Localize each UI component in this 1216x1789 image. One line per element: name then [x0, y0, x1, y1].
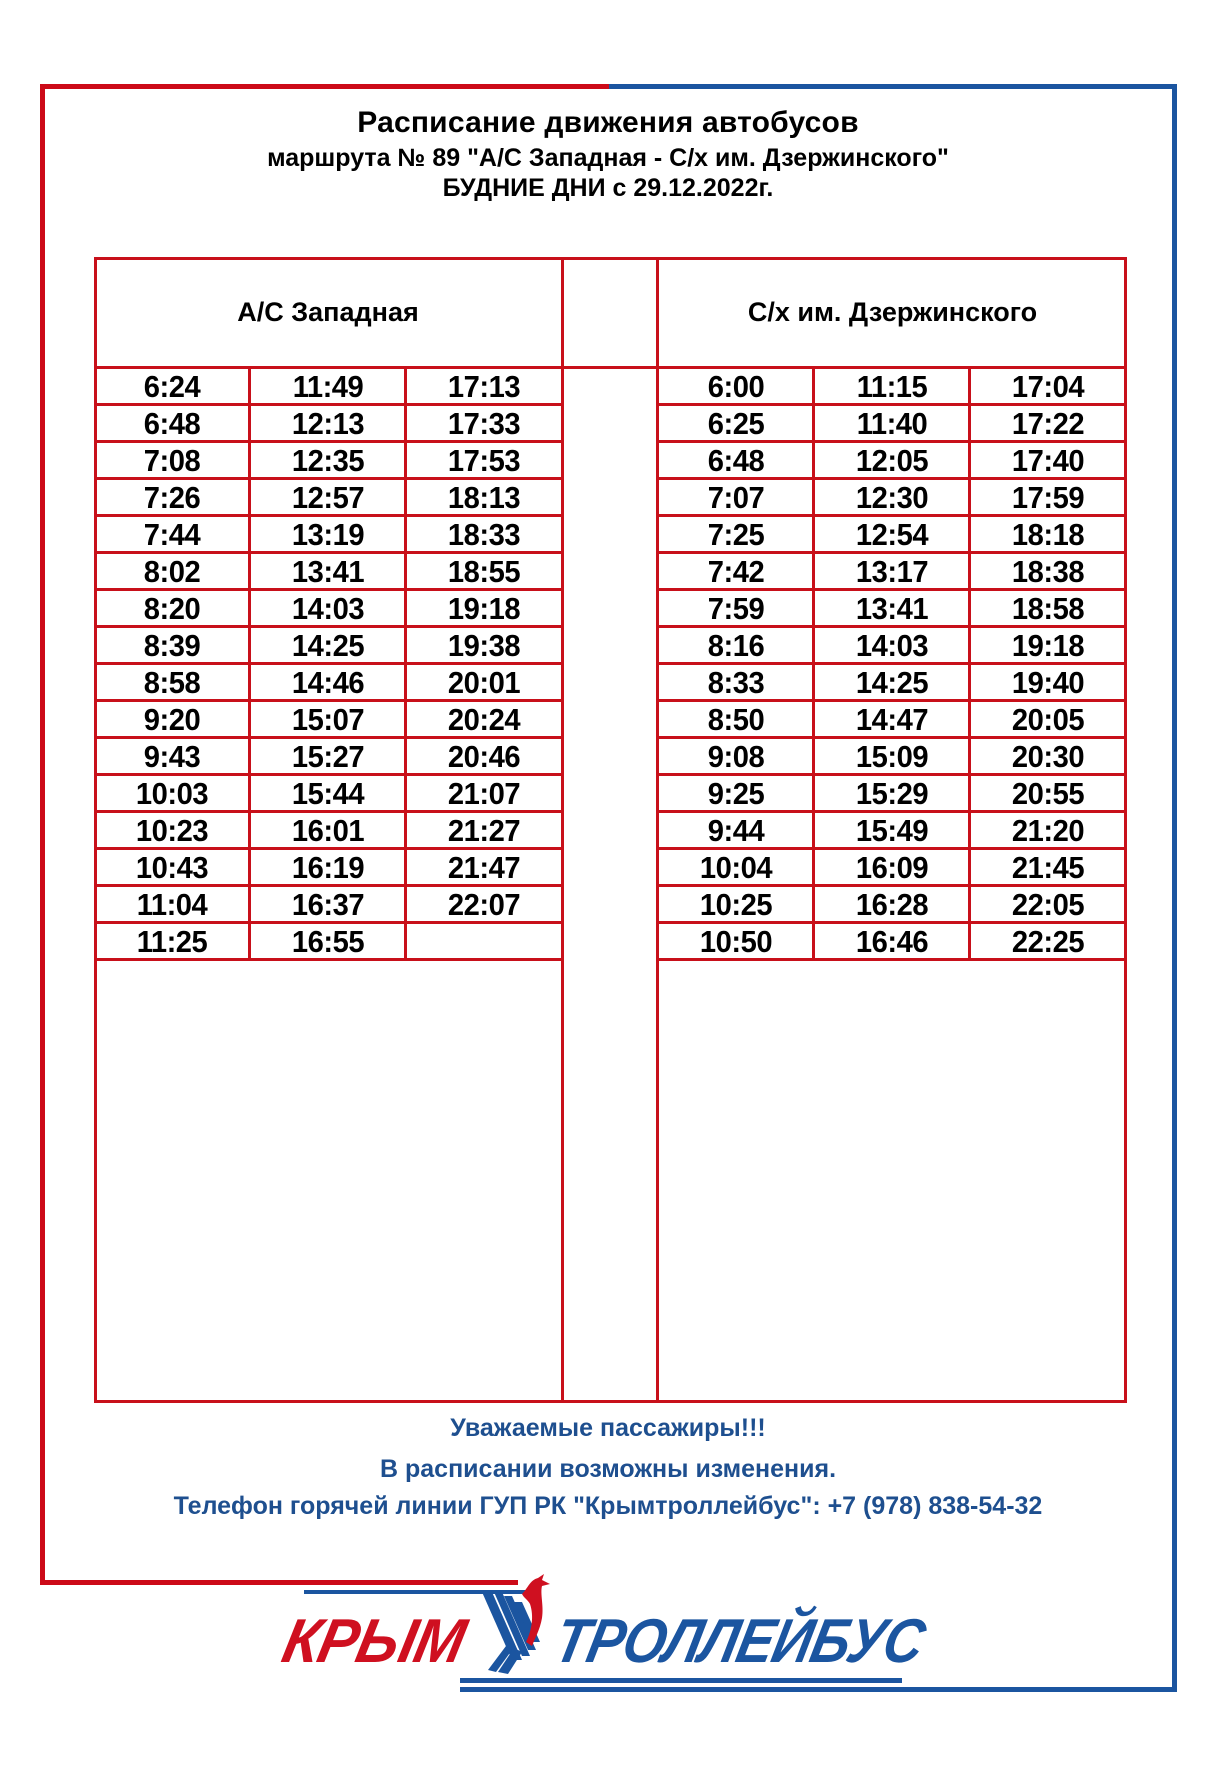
- departure-time-cell: 18:33: [447, 516, 521, 552]
- departure-time-cell: 18:58: [1011, 590, 1085, 626]
- departure-time-cell: 14:03: [855, 627, 929, 663]
- departure-time-cell: 11:04: [136, 886, 208, 922]
- departure-time-cell: 8:58: [143, 664, 201, 700]
- departure-time-cell: 6:25: [707, 405, 765, 441]
- departure-time-cell: 8:33: [707, 664, 765, 700]
- departure-time-cell: 18:38: [1011, 553, 1085, 589]
- departure-time-cell: 9:08: [707, 738, 765, 774]
- departure-time-cell: 7:07: [707, 479, 765, 515]
- departure-time-cell: 20:05: [1011, 701, 1085, 737]
- departure-time-cell: 7:42: [707, 553, 765, 589]
- departure-time-cell: 16:28: [855, 886, 929, 922]
- departure-time-cell: 12:05: [855, 442, 929, 478]
- departure-time-cell: 18:55: [447, 553, 521, 589]
- departure-time-cell: 10:25: [699, 886, 773, 922]
- departure-time-cell: 17:40: [1011, 442, 1085, 478]
- departure-time-cell: 19:18: [447, 590, 521, 626]
- departure-time-cell: 14:47: [855, 701, 929, 737]
- departure-time-cell: 10:04: [699, 849, 773, 885]
- departure-time-cell: 13:41: [291, 553, 365, 589]
- departure-time-cell: 22:07: [447, 886, 521, 922]
- gap-right-border: [656, 257, 659, 1403]
- gap-left-border: [561, 257, 564, 1403]
- departure-time-cell: 7:26: [143, 479, 201, 515]
- departure-time-cell: 15:29: [855, 775, 929, 811]
- departure-time-cell: 6:24: [143, 368, 201, 404]
- departure-time-cell: 17:53: [447, 442, 521, 478]
- departure-time-cell: 17:33: [447, 405, 521, 441]
- departure-time-cell: 13:19: [291, 516, 365, 552]
- right-stop-header: С/х им. Дзержинского: [747, 297, 1038, 327]
- departure-time-cell: 6:00: [707, 368, 765, 404]
- departure-time-cell: 9:20: [143, 701, 201, 737]
- departure-time-cell: 11:49: [292, 368, 364, 404]
- route-subtitle: маршрута № 89 "А/С Западная - С/х им. Дзержинского": [267, 144, 949, 172]
- departure-time-cell: 8:39: [143, 627, 201, 663]
- departure-time-cell: 7:08: [143, 442, 201, 478]
- departure-time-cell: 12:13: [291, 405, 365, 441]
- departure-time-cell: 19:40: [1011, 664, 1085, 700]
- departure-time-cell: 15:07: [291, 701, 365, 737]
- departure-time-cell: 14:46: [291, 664, 365, 700]
- departure-time-cell: 16:37: [291, 886, 365, 922]
- departure-time-cell: 21:27: [447, 812, 521, 848]
- departure-time-cell: 18:13: [447, 479, 521, 515]
- frame-bottom-blue: [460, 1687, 1177, 1692]
- departure-time-cell: 19:18: [1011, 627, 1085, 663]
- departure-time-cell: 10:50: [699, 923, 773, 959]
- departure-time-cell: 16:46: [855, 923, 929, 959]
- hotline-phone: Телефон горячей линии ГУП РК "Крымтроллейбус": +7 (978) 838-54-32: [173, 1492, 1043, 1520]
- departure-time-cell: 12:35: [291, 442, 365, 478]
- departure-time-cell: 7:44: [143, 516, 201, 552]
- departure-time-cell: 11:25: [136, 923, 208, 959]
- validity-subtitle: БУДНИЕ ДНИ с 29.12.2022г.: [442, 174, 774, 202]
- departure-time-cell: 19:38: [447, 627, 521, 663]
- logo-word-krym: КРЫМ: [276, 1607, 472, 1676]
- departure-time-cell: 15:49: [855, 812, 929, 848]
- departure-time-cell: 6:48: [707, 442, 765, 478]
- departure-time-cell: 21:45: [1011, 849, 1085, 885]
- departure-time-cell: 10:03: [135, 775, 209, 811]
- departure-time-cell: 14:03: [291, 590, 365, 626]
- departure-time-cell: 22:05: [1011, 886, 1085, 922]
- departure-time-cell: 12:57: [291, 479, 365, 515]
- departure-time-cell: 16:01: [291, 812, 365, 848]
- departure-time-cell: 17:04: [1011, 368, 1085, 404]
- frame-top-red: [40, 84, 610, 89]
- departure-time-cell: 21:47: [447, 849, 521, 885]
- departure-time-cell: 15:27: [291, 738, 365, 774]
- departure-time-cell: 7:59: [707, 590, 765, 626]
- page-title: Расписание движения автобусов: [357, 106, 859, 139]
- griffin-emblem-icon: [478, 1572, 558, 1678]
- logo-word-trolleybus: ТРОЛЛЕЙБУС: [548, 1607, 931, 1676]
- departure-time-cell: [411, 923, 558, 960]
- departure-time-cell: 17:13: [447, 368, 521, 404]
- departure-time-cell: 11:15: [856, 368, 928, 404]
- departure-time-cell: 14:25: [291, 627, 365, 663]
- departure-time-cell: 15:44: [291, 775, 365, 811]
- departure-time-cell: 9:25: [707, 775, 765, 811]
- departure-time-cell: 16:19: [291, 849, 365, 885]
- departure-time-cell: 13:41: [855, 590, 929, 626]
- frame-bottom-red: [40, 1580, 518, 1585]
- departure-time-cell: 13:17: [855, 553, 929, 589]
- departure-time-cell: 16:09: [855, 849, 929, 885]
- frame-right-blue: [1172, 84, 1177, 1692]
- departure-time-cell: 9:43: [143, 738, 201, 774]
- departure-time-cell: 10:23: [135, 812, 209, 848]
- departure-time-cell: 8:20: [143, 590, 201, 626]
- departure-time-cell: 6:48: [143, 405, 201, 441]
- departure-time-cell: 21:07: [447, 775, 521, 811]
- departure-time-cell: 18:18: [1011, 516, 1085, 552]
- departure-time-cell: 20:46: [447, 738, 521, 774]
- departure-time-cell: 8:16: [707, 627, 765, 663]
- departure-time-cell: 17:59: [1011, 479, 1085, 515]
- frame-left-red: [40, 84, 45, 1585]
- departure-time-cell: 11:40: [856, 405, 928, 441]
- departure-time-cell: 10:43: [135, 849, 209, 885]
- departure-time-cell: 21:20: [1011, 812, 1085, 848]
- passenger-greeting: Уважаемые пассажиры!!!: [450, 1414, 766, 1442]
- logo-bottom-blue-stripe: [460, 1678, 902, 1683]
- departure-time-cell: 20:01: [447, 664, 521, 700]
- departure-time-cell: 12:30: [855, 479, 929, 515]
- departure-time-cell: 14:25: [855, 664, 929, 700]
- schedule-change-notice: В расписании возможны изменения.: [379, 1455, 837, 1483]
- departure-time-cell: 20:55: [1011, 775, 1085, 811]
- departure-time-cell: 20:30: [1011, 738, 1085, 774]
- departure-time-cell: 12:54: [855, 516, 929, 552]
- departure-time-cell: 9:44: [707, 812, 765, 848]
- departure-time-cell: 8:50: [707, 701, 765, 737]
- departure-time-cell: 15:09: [855, 738, 929, 774]
- left-stop-header: А/С Западная: [237, 297, 419, 327]
- departure-time-cell: 8:02: [143, 553, 201, 589]
- departure-time-cell: 22:25: [1011, 923, 1085, 959]
- departure-time-cell: 16:55: [291, 923, 365, 959]
- departure-time-cell: 17:22: [1011, 405, 1085, 441]
- departure-time-cell: 20:24: [447, 701, 521, 737]
- frame-top-blue: [609, 84, 1177, 89]
- departure-time-cell: 7:25: [707, 516, 765, 552]
